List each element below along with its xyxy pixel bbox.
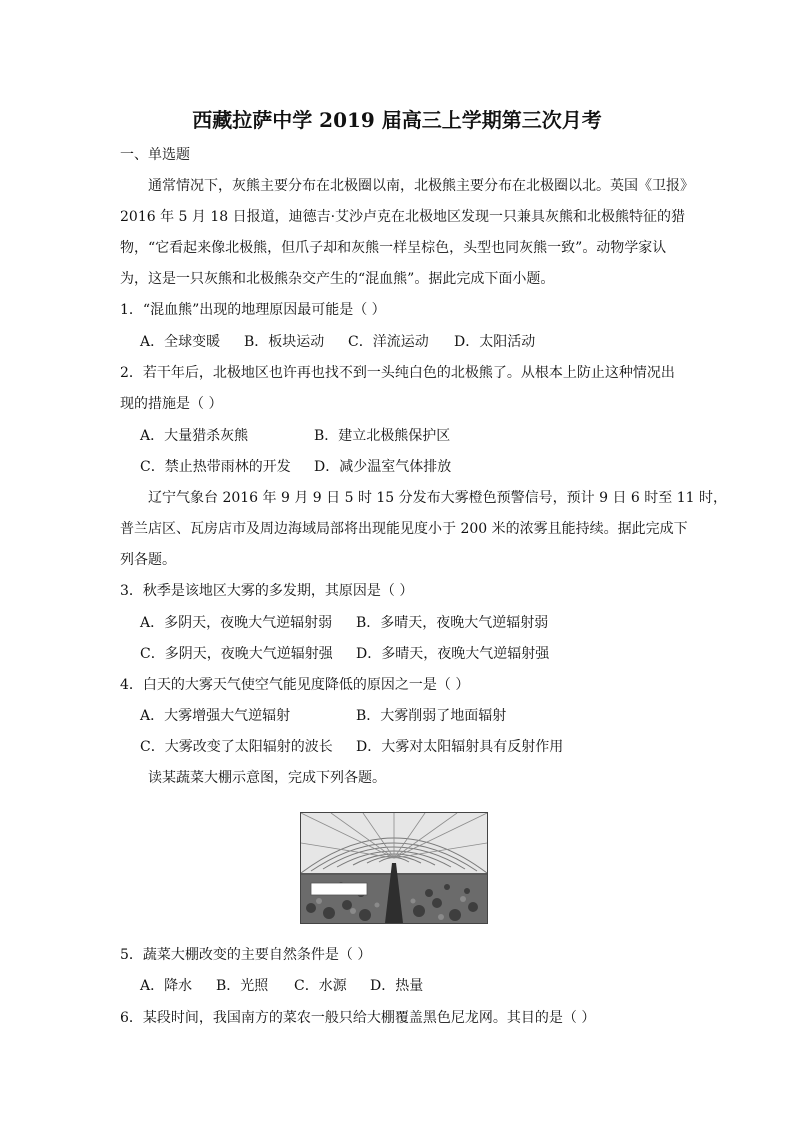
question-2-stem-line-1: 2．若干年后，北极地区也许再也找不到一头纯白色的北极熊了。从根本上防止这种情况出 [120, 365, 675, 381]
passage1-line-1: 通常情况下，灰熊主要分布在北极圈以南，北极熊主要分布在北极圈以北。英国《卫报》 [148, 178, 694, 194]
passage1-line-2: 2016 年 5 月 18 日报道，迪德吉·艾沙卢克在北极地区发现一只兼具灰熊和北极熊特征的猎 [120, 209, 686, 225]
passage2-line-1: 辽宁气象台 2016 年 9 月 9 日 5 时 15 分发布大雾橙色预警信号，预计 9 日 6 时至 11 时， [148, 490, 727, 506]
question-1-option-c: C．洋流运动 [348, 334, 429, 350]
question-3-option-b: B．多晴天，夜晚大气逆辐射弱 [356, 615, 549, 631]
passage1-line-3: 物，“它看起来像北极熊，但爪子却和灰熊一样呈棕色，头型也同灰熊一致”。动物学家认 [120, 240, 667, 256]
question-6-stem: 6．某段时间，我国南方的菜农一般只给大棚覆盖黑色尼龙网。其目的是（ ） [120, 1010, 596, 1026]
section-heading: 一、单选题 [120, 147, 190, 163]
question-4-stem: 4．白天的大雾天气使空气能见度降低的原因之一是（ ） [120, 677, 470, 693]
question-5-option-c: C．水源 [294, 978, 347, 994]
question-3-stem: 3．秋季是该地区大雾的多发期，其原因是（ ） [120, 583, 414, 599]
question-1-option-d: D．太阳活动 [454, 334, 536, 350]
question-2-option-a: A．大量猎杀灰熊 [140, 428, 249, 444]
question-1-option-b: B．板块运动 [244, 334, 325, 350]
passage2-line-2: 普兰店区、瓦房店市及周边海域局部将出现能见度小于 200 米的浓雾且能持续。据此完成下 [120, 521, 688, 537]
question-3-option-d: D．多晴天，夜晚大气逆辐射强 [356, 646, 550, 662]
question-5-option-b: B．光照 [216, 978, 269, 994]
question-4-option-d: D．大雾对太阳辐射具有反射作用 [356, 739, 564, 755]
question-2-option-b: B．建立北极熊保护区 [314, 428, 451, 444]
question-4-option-b: B．大雾削弱了地面辐射 [356, 708, 507, 724]
page-title: 西藏拉萨中学 2019 届高三上学期第三次月考 [192, 108, 602, 132]
passage3-line: 读某蔬菜大棚示意图，完成下列各题。 [148, 770, 386, 786]
question-1-option-a: A．全球变暖 [140, 334, 221, 350]
question-1-stem: 1．“混血熊”出现的地理原因最可能是（ ） [120, 302, 386, 318]
question-5-option-a: A．降水 [140, 978, 193, 994]
question-3-option-a: A．多阴天，夜晚大气逆辐射弱 [140, 615, 333, 631]
question-4-option-c: C．大雾改变了太阳辐射的波长 [140, 739, 333, 755]
question-4-option-a: A．大雾增强大气逆辐射 [140, 708, 291, 724]
question-3-option-c: C．多阴天，夜晚大气逆辐射强 [140, 646, 333, 662]
question-5-option-d: D．热量 [370, 978, 424, 994]
passage2-line-3: 列各题。 [120, 552, 176, 568]
question-2-option-c: C．禁止热带雨林的开发 [140, 459, 291, 475]
passage1-line-4: 为，这是一只灰熊和北极熊杂交产生的“混血熊”。据此完成下面小题。 [120, 271, 555, 287]
question-2-stem-line-2: 现的措施是（ ） [120, 396, 223, 412]
question-5-stem: 5．蔬菜大棚改变的主要自然条件是（ ） [120, 947, 372, 963]
greenhouse-photo [300, 812, 488, 924]
question-2-option-d: D．减少温室气体排放 [314, 459, 452, 475]
